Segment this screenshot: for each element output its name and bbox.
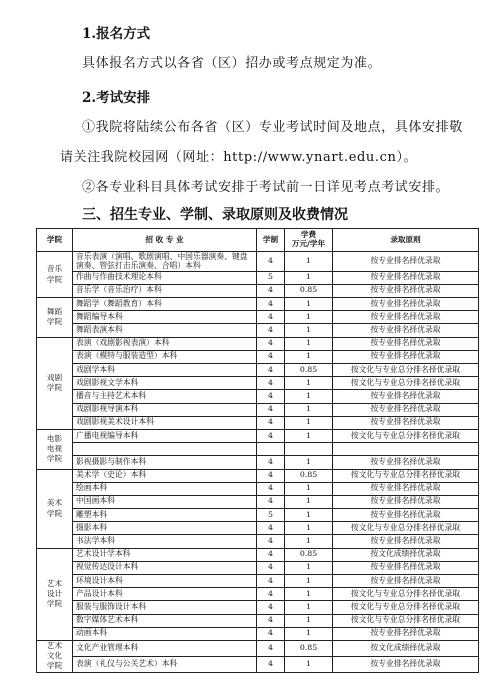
major-cell: 数字媒体艺术本科 bbox=[73, 614, 257, 627]
table-row bbox=[37, 482, 479, 495]
header-years: 学制 bbox=[257, 229, 285, 252]
years-cell: 4 bbox=[257, 252, 285, 272]
major-cell: 戏剧影视美术设计本科 bbox=[73, 416, 257, 429]
major-cell: 视觉传达设计本科 bbox=[73, 561, 257, 574]
fee-cell: 1 bbox=[285, 495, 333, 508]
fee-cell: 1 bbox=[285, 416, 333, 429]
fee-cell: 1 bbox=[285, 588, 333, 601]
years-cell: 4 bbox=[257, 364, 285, 377]
fee-cell: 1 bbox=[285, 561, 333, 574]
table-body bbox=[37, 252, 479, 673]
fee-cell: 1 bbox=[285, 337, 333, 350]
fee-cell: 1 bbox=[285, 535, 333, 548]
rule-cell: 按专业排名择优录取 bbox=[333, 337, 479, 350]
rule-cell: 按专业排名择优录取 bbox=[333, 561, 479, 574]
fee-cell: 1 bbox=[285, 390, 333, 403]
years-cell: 4 bbox=[257, 627, 285, 640]
table-row bbox=[37, 252, 479, 272]
college-cell: 美术 学院 bbox=[37, 469, 73, 548]
fee-cell: 0.85 bbox=[285, 548, 333, 561]
section-2-text-1: ①我院将陆续公布各省（区）专业考试时间及地点，具体安排敬 bbox=[82, 120, 463, 135]
major-cell: 环境设计本科 bbox=[73, 575, 257, 588]
table-row bbox=[37, 535, 479, 548]
rule-cell: 按专业排名择优录取 bbox=[333, 324, 479, 337]
years-cell bbox=[257, 443, 285, 456]
table-row bbox=[37, 337, 479, 350]
college-cell: 艺术 文化 学院 bbox=[37, 640, 73, 672]
major-cell: 作曲与作曲技术理论本科 bbox=[73, 271, 257, 284]
college-cell: 电影 电视 学院 bbox=[37, 429, 73, 469]
fee-cell: 1 bbox=[285, 601, 333, 614]
fee-cell: 0.85 bbox=[285, 469, 333, 482]
years-cell: 4 bbox=[257, 522, 285, 535]
years-cell: 4 bbox=[257, 416, 285, 429]
rule-cell: 按专业排名择优录取 bbox=[333, 403, 479, 416]
college-cell: 戏剧 学院 bbox=[37, 337, 73, 429]
years-cell: 4 bbox=[257, 337, 285, 350]
rule-cell: 按文化成绩择优录取 bbox=[333, 548, 479, 561]
table-row bbox=[37, 377, 479, 390]
rule-cell: 按文化成绩择优录取 bbox=[333, 640, 479, 656]
major-cell: 舞蹈表演本科 bbox=[73, 324, 257, 337]
fee-cell: 1 bbox=[285, 614, 333, 627]
rule-cell: 按专业排名择优录取 bbox=[333, 575, 479, 588]
major-cell: 文化产业管理本科 bbox=[73, 640, 257, 656]
rule-cell: 按文化与专业总分排名择优录取 bbox=[333, 588, 479, 601]
major-cell: 表演（模特与服装造型）本科 bbox=[73, 350, 257, 363]
fee-cell: 1 bbox=[285, 252, 333, 272]
section-1-title: 1.报名方式 bbox=[82, 26, 151, 42]
table-row bbox=[37, 364, 479, 377]
major-cell: 艺术设计学本科 bbox=[73, 548, 257, 561]
rule-cell: 按专业排名择优录取 bbox=[333, 252, 479, 272]
years-cell: 4 bbox=[257, 298, 285, 311]
years-cell: 5 bbox=[257, 271, 285, 284]
years-cell: 4 bbox=[257, 601, 285, 614]
table-row bbox=[37, 311, 479, 324]
rule-cell: 按专业排名择优录取 bbox=[333, 311, 479, 324]
major-cell: 表演（戏剧影视表演）本科 bbox=[73, 337, 257, 350]
major-cell: 音乐表演（演唱、歌剧演唱、中国乐器演奏、键盘演奏、管弦打击乐演奏、合唱）本科 bbox=[73, 252, 257, 272]
rule-cell: 按文化与专业总分排名择优录取 bbox=[333, 614, 479, 627]
rule-cell: 按专业排名择优录取 bbox=[333, 509, 479, 522]
table-row bbox=[37, 601, 479, 614]
section-1-text: 具体报名方式以各省（区）招办或考点规定为准。 bbox=[82, 56, 382, 71]
fee-cell bbox=[285, 443, 333, 456]
major-cell: 服装与服饰设计本科 bbox=[73, 601, 257, 614]
rule-cell bbox=[333, 443, 479, 456]
table-row bbox=[37, 416, 479, 429]
table-row bbox=[37, 548, 479, 561]
rule-cell: 按专业排名择优录取 bbox=[333, 456, 479, 469]
major-cell: 舞蹈编导本科 bbox=[73, 311, 257, 324]
fee-cell: 1 bbox=[285, 298, 333, 311]
major-cell: 产品设计本科 bbox=[73, 588, 257, 601]
table-row bbox=[37, 429, 479, 442]
table-row bbox=[37, 561, 479, 574]
major-cell: 播音与主持艺术本科 bbox=[73, 390, 257, 403]
rule-cell: 按专业排名择优录取 bbox=[333, 535, 479, 548]
years-cell: 4 bbox=[257, 561, 285, 574]
table-row bbox=[37, 575, 479, 588]
section-2-title: 2.考试安排 bbox=[82, 90, 151, 106]
fee-cell: 1 bbox=[285, 350, 333, 363]
section-2-text-2: 请关注我院校园网（网址：http://www.ynart.edu.cn）。 bbox=[60, 150, 418, 165]
major-cell: 摄影本科 bbox=[73, 522, 257, 535]
major-cell bbox=[73, 443, 257, 456]
major-cell: 影视摄影与制作本科 bbox=[73, 456, 257, 469]
table-header-row bbox=[37, 229, 479, 252]
rule-cell: 按专业排名择优录取 bbox=[333, 495, 479, 508]
rule-cell: 按文化与专业总分排名择优录取 bbox=[333, 429, 479, 442]
table-row bbox=[37, 443, 479, 456]
table-row bbox=[37, 350, 479, 363]
fee-cell: 1 bbox=[285, 403, 333, 416]
fee-cell: 1 bbox=[285, 522, 333, 535]
years-cell: 4 bbox=[257, 614, 285, 627]
years-cell: 4 bbox=[257, 495, 285, 508]
years-cell: 4 bbox=[257, 535, 285, 548]
rule-cell: 按文化与专业总分排名择优录取 bbox=[333, 522, 479, 535]
major-cell: 戏剧学本科 bbox=[73, 364, 257, 377]
major-cell: 中国画本科 bbox=[73, 495, 257, 508]
table-row bbox=[37, 522, 479, 535]
rule-cell: 按专业排名择优录取 bbox=[333, 656, 479, 672]
years-cell: 4 bbox=[257, 640, 285, 656]
fee-cell: 1 bbox=[285, 509, 333, 522]
header-rule: 录取原则 bbox=[333, 229, 479, 252]
major-cell: 动画本科 bbox=[73, 627, 257, 640]
rule-cell: 按专业排名择优录取 bbox=[333, 271, 479, 284]
table-row bbox=[37, 495, 479, 508]
fee-cell: 1 bbox=[285, 656, 333, 672]
rule-cell: 按文化与专业总分排名择优录取 bbox=[333, 469, 479, 482]
section-3-title: 三、招生专业、学制、录取原则及收费情况 bbox=[82, 207, 348, 223]
fee-cell: 1 bbox=[285, 429, 333, 442]
years-cell: 4 bbox=[257, 284, 285, 297]
rule-cell: 按文化与专业总分排名择优录取 bbox=[333, 601, 479, 614]
fee-cell: 1 bbox=[285, 456, 333, 469]
years-cell: 4 bbox=[257, 377, 285, 390]
fee-cell: 1 bbox=[285, 324, 333, 337]
years-cell: 4 bbox=[257, 482, 285, 495]
table-row bbox=[37, 298, 479, 311]
fee-cell: 0.85 bbox=[285, 640, 333, 656]
years-cell: 4 bbox=[257, 548, 285, 561]
years-cell: 4 bbox=[257, 403, 285, 416]
fee-cell: 1 bbox=[285, 271, 333, 284]
college-cell: 舞蹈 学院 bbox=[37, 298, 73, 338]
table-row bbox=[37, 469, 479, 482]
major-cell: 美术学（史论）本科 bbox=[73, 469, 257, 482]
years-cell: 4 bbox=[257, 575, 285, 588]
header-college: 学院 bbox=[37, 229, 73, 252]
rule-cell: 按专业排名择优录取 bbox=[333, 350, 479, 363]
years-cell: 5 bbox=[257, 509, 285, 522]
table-row bbox=[37, 627, 479, 640]
college-cell: 音乐 学院 bbox=[37, 252, 73, 298]
table-row bbox=[37, 390, 479, 403]
major-cell: 戏剧影视文学本科 bbox=[73, 377, 257, 390]
rule-cell: 按专业排名择优录取 bbox=[333, 416, 479, 429]
major-cell: 表演（礼仪与公关艺术）本科 bbox=[73, 656, 257, 672]
fee-cell: 0.85 bbox=[285, 284, 333, 297]
table-row bbox=[37, 284, 479, 297]
major-cell: 雕塑本科 bbox=[73, 509, 257, 522]
table-row bbox=[37, 588, 479, 601]
rule-cell: 按专业排名择优录取 bbox=[333, 298, 479, 311]
rule-cell: 按文化与专业总分排名择优录取 bbox=[333, 377, 479, 390]
rule-cell: 按专业排名择优录取 bbox=[333, 284, 479, 297]
fee-cell: 0.85 bbox=[285, 364, 333, 377]
years-cell: 4 bbox=[257, 588, 285, 601]
major-cell: 绘画本科 bbox=[73, 482, 257, 495]
fee-cell: 1 bbox=[285, 482, 333, 495]
fee-cell: 1 bbox=[285, 627, 333, 640]
years-cell: 4 bbox=[257, 324, 285, 337]
fee-cell: 1 bbox=[285, 377, 333, 390]
college-cell: 艺术 设计 学院 bbox=[37, 548, 73, 640]
major-cell: 书法学本科 bbox=[73, 535, 257, 548]
admission-table bbox=[36, 228, 479, 673]
table-row bbox=[37, 614, 479, 627]
section-2-text-3: ②各专业科目具体考试安排于考试前一日详见考点考试安排。 bbox=[82, 180, 450, 195]
rule-cell: 按文化与专业总分排名择优录取 bbox=[333, 364, 479, 377]
table-row bbox=[37, 324, 479, 337]
table-row bbox=[37, 656, 479, 672]
major-cell: 音乐学（音乐治疗）本科 bbox=[73, 284, 257, 297]
major-cell: 舞蹈学（舞蹈教育）本科 bbox=[73, 298, 257, 311]
table-row bbox=[37, 271, 479, 284]
rule-cell: 按专业排名择优录取 bbox=[333, 390, 479, 403]
table-row bbox=[37, 456, 479, 469]
header-major: 招 收 专 业 bbox=[73, 229, 257, 252]
fee-cell: 1 bbox=[285, 575, 333, 588]
header-fee: 学费 万元/学年 bbox=[285, 229, 333, 252]
rule-cell: 按专业排名择优录取 bbox=[333, 482, 479, 495]
rule-cell: 按专业排名择优录取 bbox=[333, 627, 479, 640]
table-row bbox=[37, 640, 479, 656]
years-cell: 4 bbox=[257, 311, 285, 324]
major-cell: 戏剧影视导演本科 bbox=[73, 403, 257, 416]
years-cell: 4 bbox=[257, 429, 285, 442]
fee-cell: 1 bbox=[285, 311, 333, 324]
table-row bbox=[37, 403, 479, 416]
years-cell: 4 bbox=[257, 350, 285, 363]
table-row bbox=[37, 509, 479, 522]
years-cell: 4 bbox=[257, 390, 285, 403]
years-cell: 4 bbox=[257, 469, 285, 482]
years-cell: 4 bbox=[257, 656, 285, 672]
years-cell: 4 bbox=[257, 456, 285, 469]
major-cell: 广播电视编导本科 bbox=[73, 429, 257, 442]
